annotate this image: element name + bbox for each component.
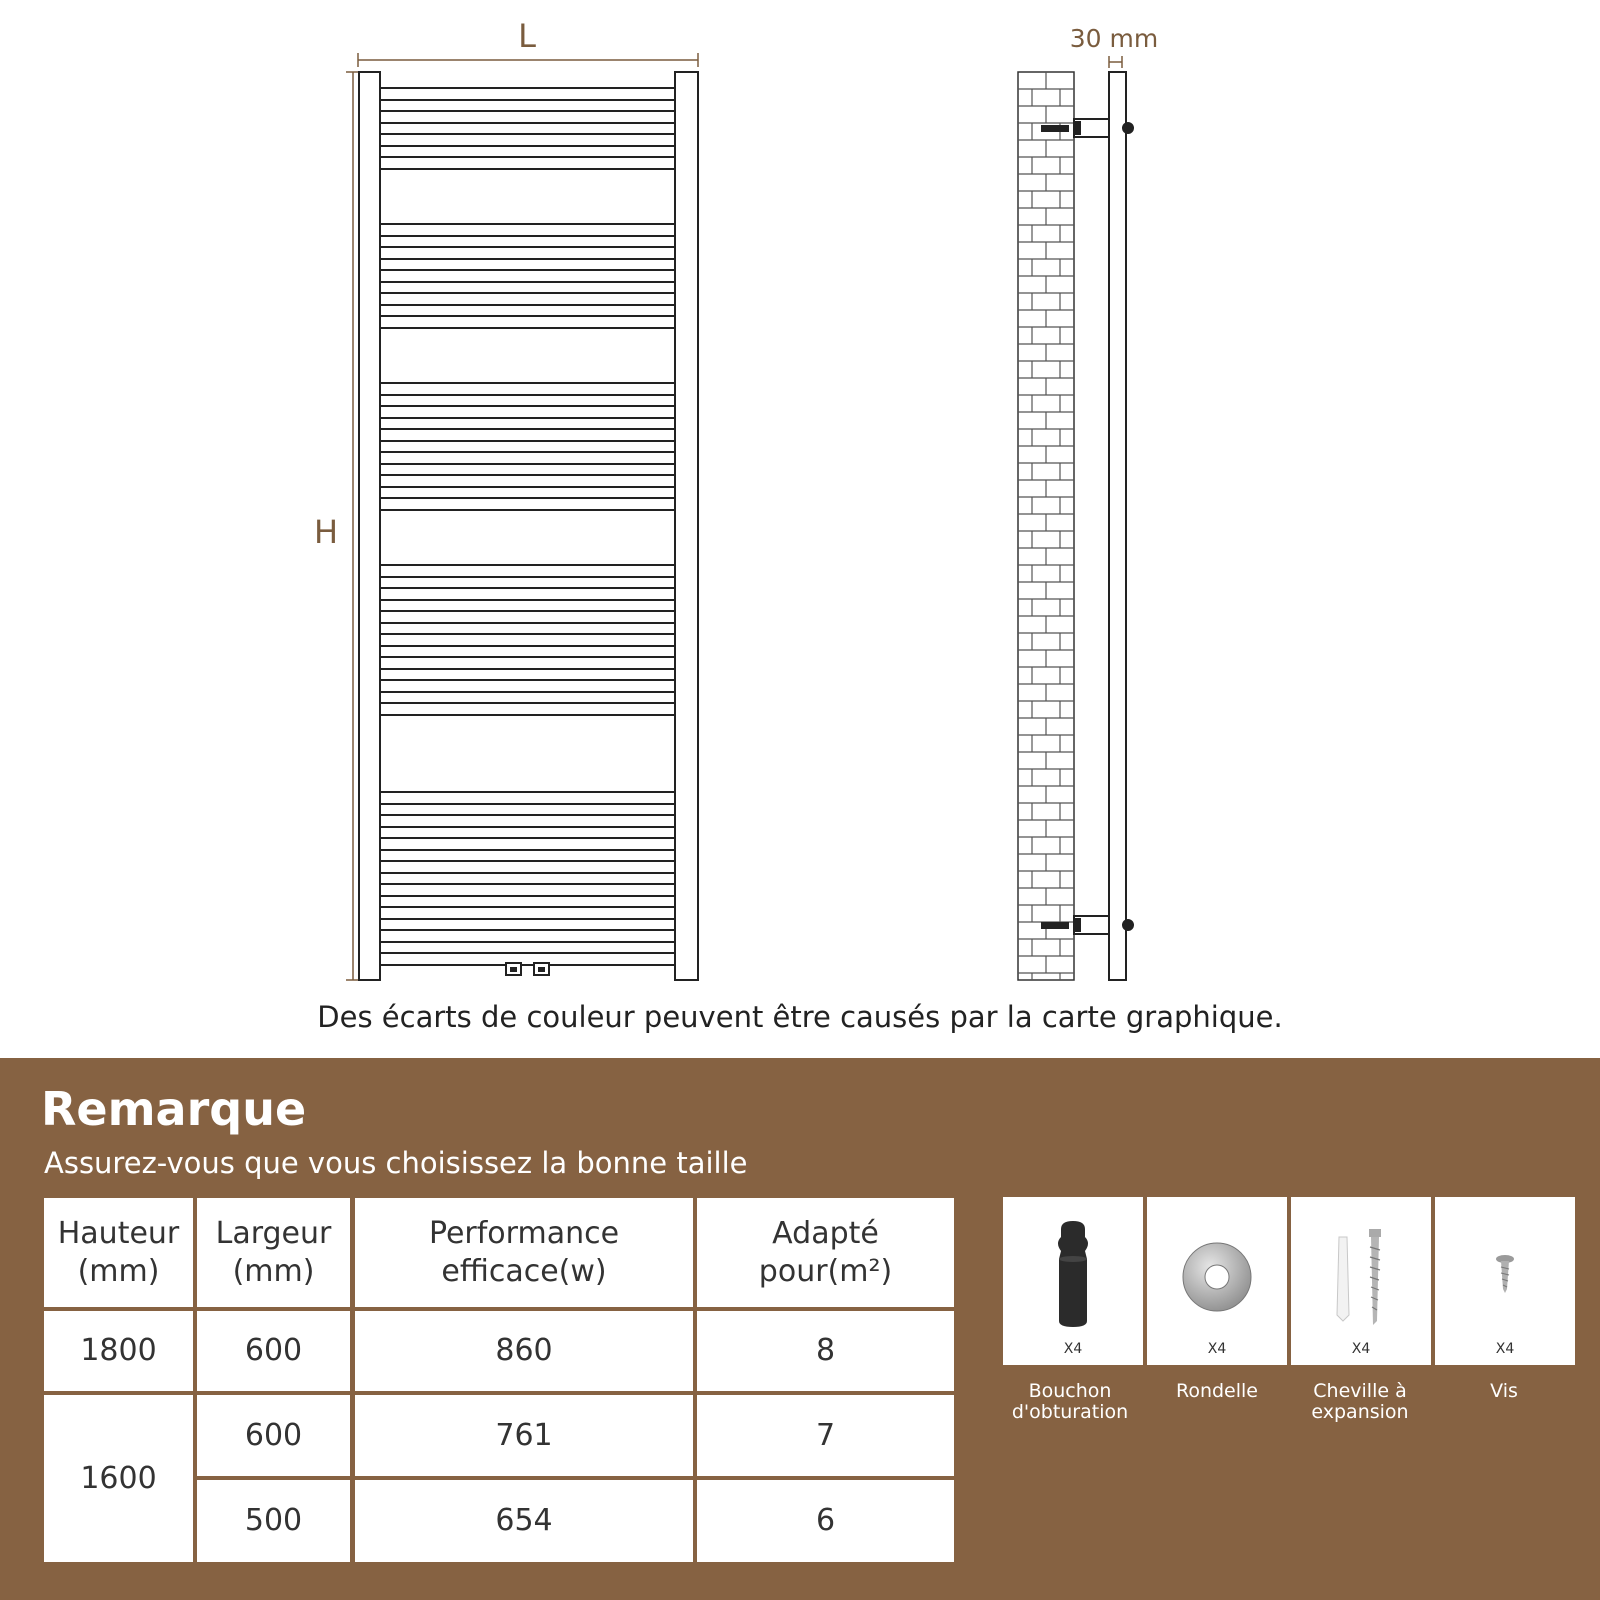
accessory-label: Vis — [1490, 1380, 1518, 1402]
accessory-qty: X4 — [1063, 1341, 1083, 1357]
radiator-bar — [380, 588, 675, 600]
depth-dimension — [1109, 56, 1122, 68]
radiator-bar — [380, 634, 675, 646]
radiator-bar — [380, 316, 675, 328]
radiator-bar — [380, 293, 675, 305]
radiator-bar — [380, 429, 675, 441]
cell-adapte: 7 — [697, 1395, 954, 1476]
radiator-bar — [380, 224, 675, 236]
radiator-bar — [380, 838, 675, 850]
radiator-bar — [380, 452, 675, 464]
accessory-anchor — [1291, 1197, 1431, 1365]
washer-icon — [1147, 1197, 1287, 1337]
cell-adapte: 8 — [697, 1311, 954, 1391]
radiator-bar — [380, 703, 675, 715]
plug-icon — [1003, 1197, 1143, 1337]
header-adapte: Adapté pour(m²) — [697, 1198, 954, 1307]
accessory-qty: X4 — [1351, 1341, 1371, 1357]
radiator-bars — [380, 88, 675, 965]
cell-adapte: 6 — [697, 1480, 954, 1562]
cell-performance: 761 — [355, 1395, 693, 1476]
radiator-bar — [380, 565, 675, 577]
brick-wall — [1018, 72, 1074, 980]
radiator-bar — [380, 475, 675, 487]
radiator-bar — [380, 953, 675, 965]
radiator-bar — [380, 861, 675, 873]
header-hauteur: Hauteur (mm) — [44, 1198, 193, 1307]
radiator-bar — [380, 111, 675, 123]
left-rail — [359, 72, 380, 980]
color-disclaimer: Des écarts de couleur peuvent être causés par la carte graphique. — [317, 1000, 1283, 1034]
radiator-bar — [380, 815, 675, 827]
remark-subtitle: Assurez-vous que vous choisissez la bonne taille — [44, 1146, 748, 1180]
remark-title: Remarque — [41, 1082, 307, 1136]
radiator-bar — [380, 157, 675, 169]
accessory-screw — [1435, 1197, 1575, 1365]
cell-largeur: 600 — [197, 1311, 350, 1391]
width-dimension — [358, 53, 698, 67]
height-label: H — [313, 513, 339, 551]
accessory-label: Rondelle — [1175, 1380, 1258, 1402]
radiator-bar — [380, 657, 675, 669]
anchor-icon — [1291, 1197, 1431, 1337]
right-rail — [675, 72, 698, 980]
cell-hauteur-1600: 1600 — [44, 1395, 193, 1562]
accessory-qty: X4 — [1495, 1341, 1515, 1357]
accessory-label: Cheville à expansion — [1311, 1380, 1409, 1423]
radiator-bar — [380, 247, 675, 259]
radiator-bar — [380, 930, 675, 942]
radiator-bar — [380, 907, 675, 919]
radiator-bar — [380, 611, 675, 623]
cell-performance: 860 — [355, 1311, 693, 1391]
depth-label: 30 mm — [1069, 24, 1159, 53]
radiator-bar — [380, 270, 675, 282]
cell-performance: 654 — [355, 1480, 693, 1562]
radiator-bar — [380, 406, 675, 418]
width-label: L — [518, 17, 536, 55]
radiator-bar — [380, 134, 675, 146]
radiator-bar — [380, 383, 675, 395]
header-performance: Performance efficace(w) — [355, 1198, 693, 1307]
header-largeur: Largeur (mm) — [197, 1198, 350, 1307]
accessory-washer — [1147, 1197, 1287, 1365]
cell-largeur: 500 — [197, 1480, 350, 1562]
height-dimension — [346, 72, 360, 980]
accessory-label: Bouchon d'obturation — [1011, 1380, 1129, 1423]
radiator-bar — [380, 88, 675, 100]
cell-hauteur-1800: 1800 — [44, 1311, 193, 1391]
screw-icon — [1435, 1197, 1575, 1337]
cell-largeur: 600 — [197, 1395, 350, 1476]
radiator-bar — [380, 498, 675, 510]
radiator-bar — [380, 884, 675, 896]
accessory-qty: X4 — [1207, 1341, 1227, 1357]
accessory-plug — [1003, 1197, 1143, 1365]
radiator-bar — [380, 680, 675, 692]
radiator-front-view — [359, 72, 698, 980]
radiator-bar — [380, 792, 675, 804]
